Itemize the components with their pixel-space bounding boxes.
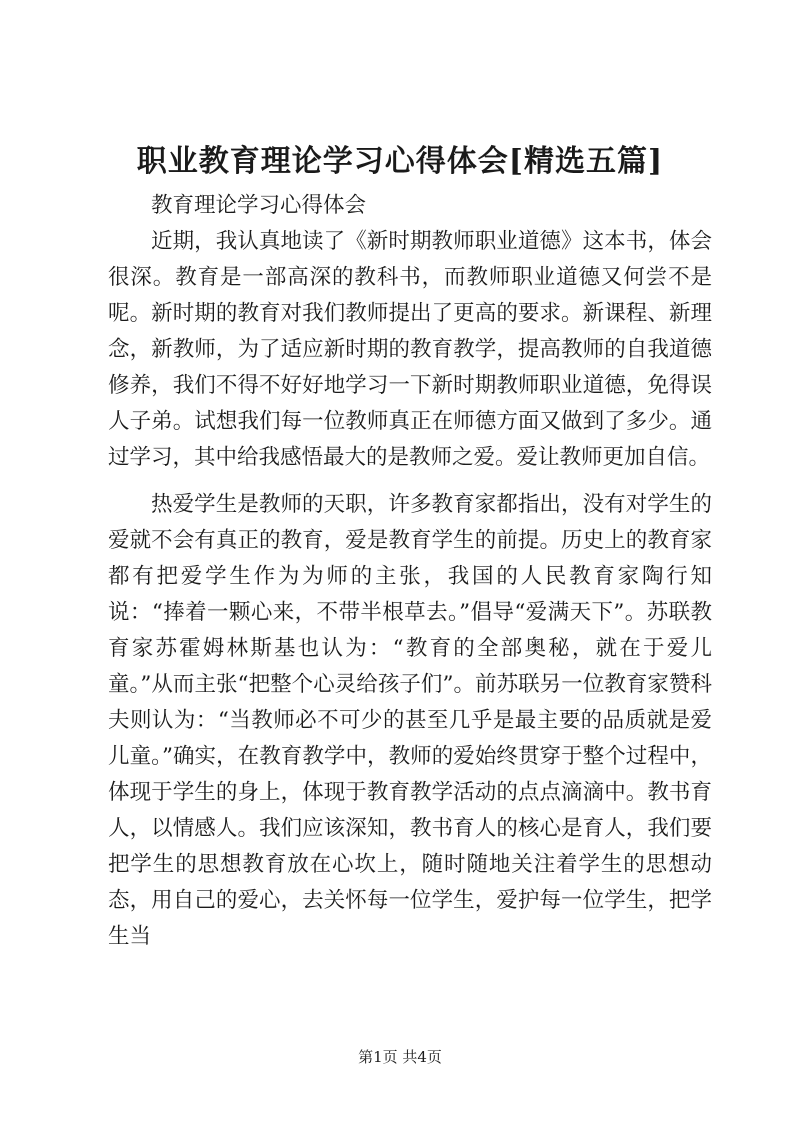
document-title: 职业教育理论学习心得体会[精选五篇]	[136, 144, 664, 179]
section-subtitle: 教育理论学习心得体会	[151, 193, 367, 218]
paragraph-1: 近期，我认真地读了《新时期教师职业道德》这本书，体会很深。教育是一部高深的教科书，而教师职业道德又何尝不是呢。新时期的教育对我们教师提出了更高的要求。新课程、新理念，新教师，为了适应新时期的教育教学，提高教师的自我道德修养，我们不得不好好地学习一下新时期教师职业道德，免得误人子弟。试想我们每一位教师真正在师德方面又做到了多少。通过学习，其中给我感悟最大的是教师之爱。爱让教师更加自信。	[108, 229, 712, 470]
page-footer: 第1页 共4页	[358, 1048, 442, 1066]
paragraph-2: 热爱学生是教师的天职，许多教育家都指出，没有对学生的爱就不会有真正的教育，爱是教育学生的前提。历史上的教育家都有把爱学生作为为师的主张，我国的人民教育家陶行知说：“捧着一颗心来，不带半根草去。”倡导“爱满天下”。苏联教育家苏霍姆林斯基也认为：“教育的全部奥秘，就在于爱儿童。”从而主张“把整个心灵给孩子们”。前苏联另一位教育家赞科夫则认为：“当教师必不可少的甚至几乎是最主要的品质就是爱儿童。”确实，在教育教学中，教师的爱始终贯穿于整个过程中，体现于学生的身上，体现于教育教学活动的点点滴滴中。教书育人，以情感人。我们应该深知，教书育人的核心是育人，我们要把学生的思想教育放在心坎上，随时随地关注着学生的思想动态，用自己的爱心，去关怀每一位学生，爱护每一位学生，把学生当	[108, 492, 712, 949]
document-body	[108, 188, 712, 955]
